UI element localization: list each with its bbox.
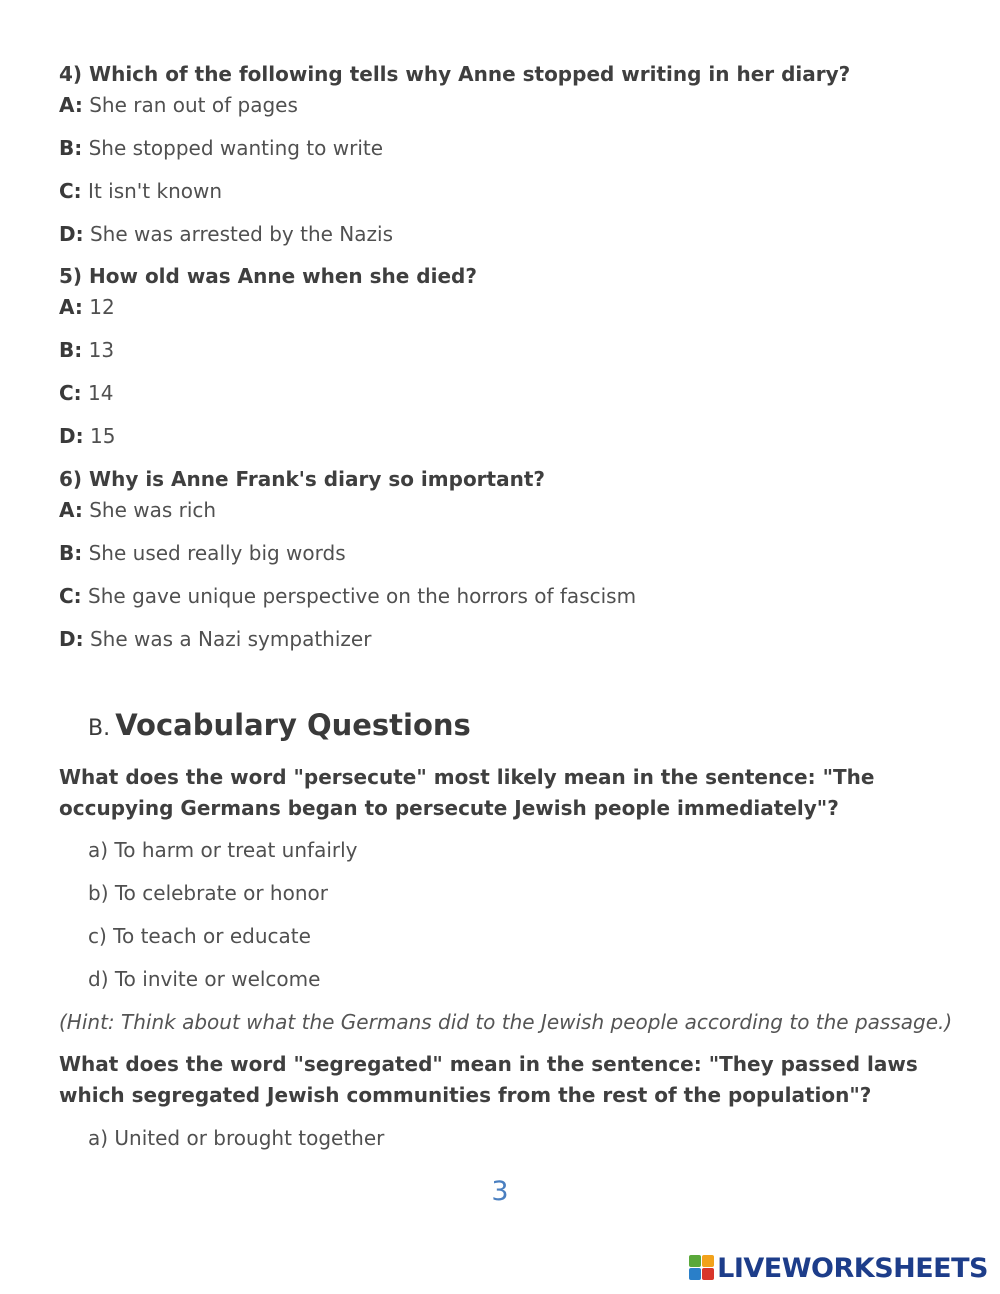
option-text: 15 [89,424,116,448]
vocab-question-2: What does the word "segregated" mean in the sentence: "They passed laws which segregated Jewish communities from the rest of the population"? [59,1052,918,1107]
question-5-option-a[interactable] [59,292,115,323]
question-6-option-c[interactable] [59,581,636,612]
vocab-1-option-a[interactable]: a) To harm or treat unfairly [88,838,358,862]
option-letter: B: [59,541,83,565]
option-letter: D: [59,627,84,651]
option-letter: C: [59,179,82,203]
option-letter: B: [59,136,83,160]
question-5-option-b[interactable] [59,335,114,366]
option-text: She ran out of pages [89,93,298,117]
vocab-1-hint: (Hint: Think about what the Germans did to the Jewish people according to the passage.) [59,1010,953,1034]
vocab-1-option-b[interactable]: b) To celebrate or honor [88,881,328,905]
option-text: She gave unique perspective on the horrors of fascism [88,584,637,608]
option-letter: B: [59,338,83,362]
question-4-option-b[interactable] [59,133,383,164]
option-letter: C: [59,584,82,608]
section-title: Vocabulary Questions [115,708,471,742]
question-5: 5) How old was Anne when she died? [59,264,477,288]
question-6-option-b[interactable] [59,538,346,569]
vocab-1-option-d[interactable]: d) To invite or welcome [88,967,321,991]
option-text: 12 [89,295,115,319]
question-4-option-a[interactable] [59,90,298,121]
option-text: It isn't known [88,179,223,203]
section-heading [88,708,471,742]
option-text: 14 [88,381,114,405]
option-letter: A: [59,93,83,117]
option-text: 13 [88,338,115,362]
option-letter: D: [59,222,84,246]
vocab-2-option-a[interactable]: a) United or brought together [88,1126,385,1150]
option-text: She used really big words [88,541,346,565]
question-6-option-a[interactable] [59,495,216,526]
option-text: She was arrested by the Nazis [89,222,393,246]
option-text: She stopped wanting to write [88,136,384,160]
vocab-1-option-c[interactable]: c) To teach or educate [88,924,311,948]
option-letter: A: [59,295,83,319]
option-letter: D: [59,424,84,448]
question-6: 6) Why is Anne Frank's diary so important? [59,467,546,491]
question-4: 4) Which of the following tells why Anne stopped writing in her diary? [59,62,851,86]
option-letter: A: [59,498,83,522]
question-5-option-c[interactable] [59,378,114,409]
vocab-question-1: What does the word "persecute" most likely mean in the sentence: "The occupying Germans began to persecute Jewish people immediately"? [59,765,875,820]
question-4-option-c[interactable] [59,176,222,207]
option-text: She was a Nazi sympathizer [89,627,372,651]
option-text: She was rich [89,498,217,522]
page-number: 3 [491,1176,509,1207]
liveworksheets-logo[interactable] [689,1248,988,1288]
liveworksheets-mark-icon [689,1255,715,1281]
question-4-option-d[interactable] [59,219,393,250]
section-letter: B. [88,716,111,741]
question-5-option-d[interactable] [59,421,115,452]
liveworksheets-wordmark: LIVEWORKSHEETS [717,1252,988,1284]
option-letter: C: [59,381,82,405]
question-6-option-d[interactable] [59,624,371,655]
